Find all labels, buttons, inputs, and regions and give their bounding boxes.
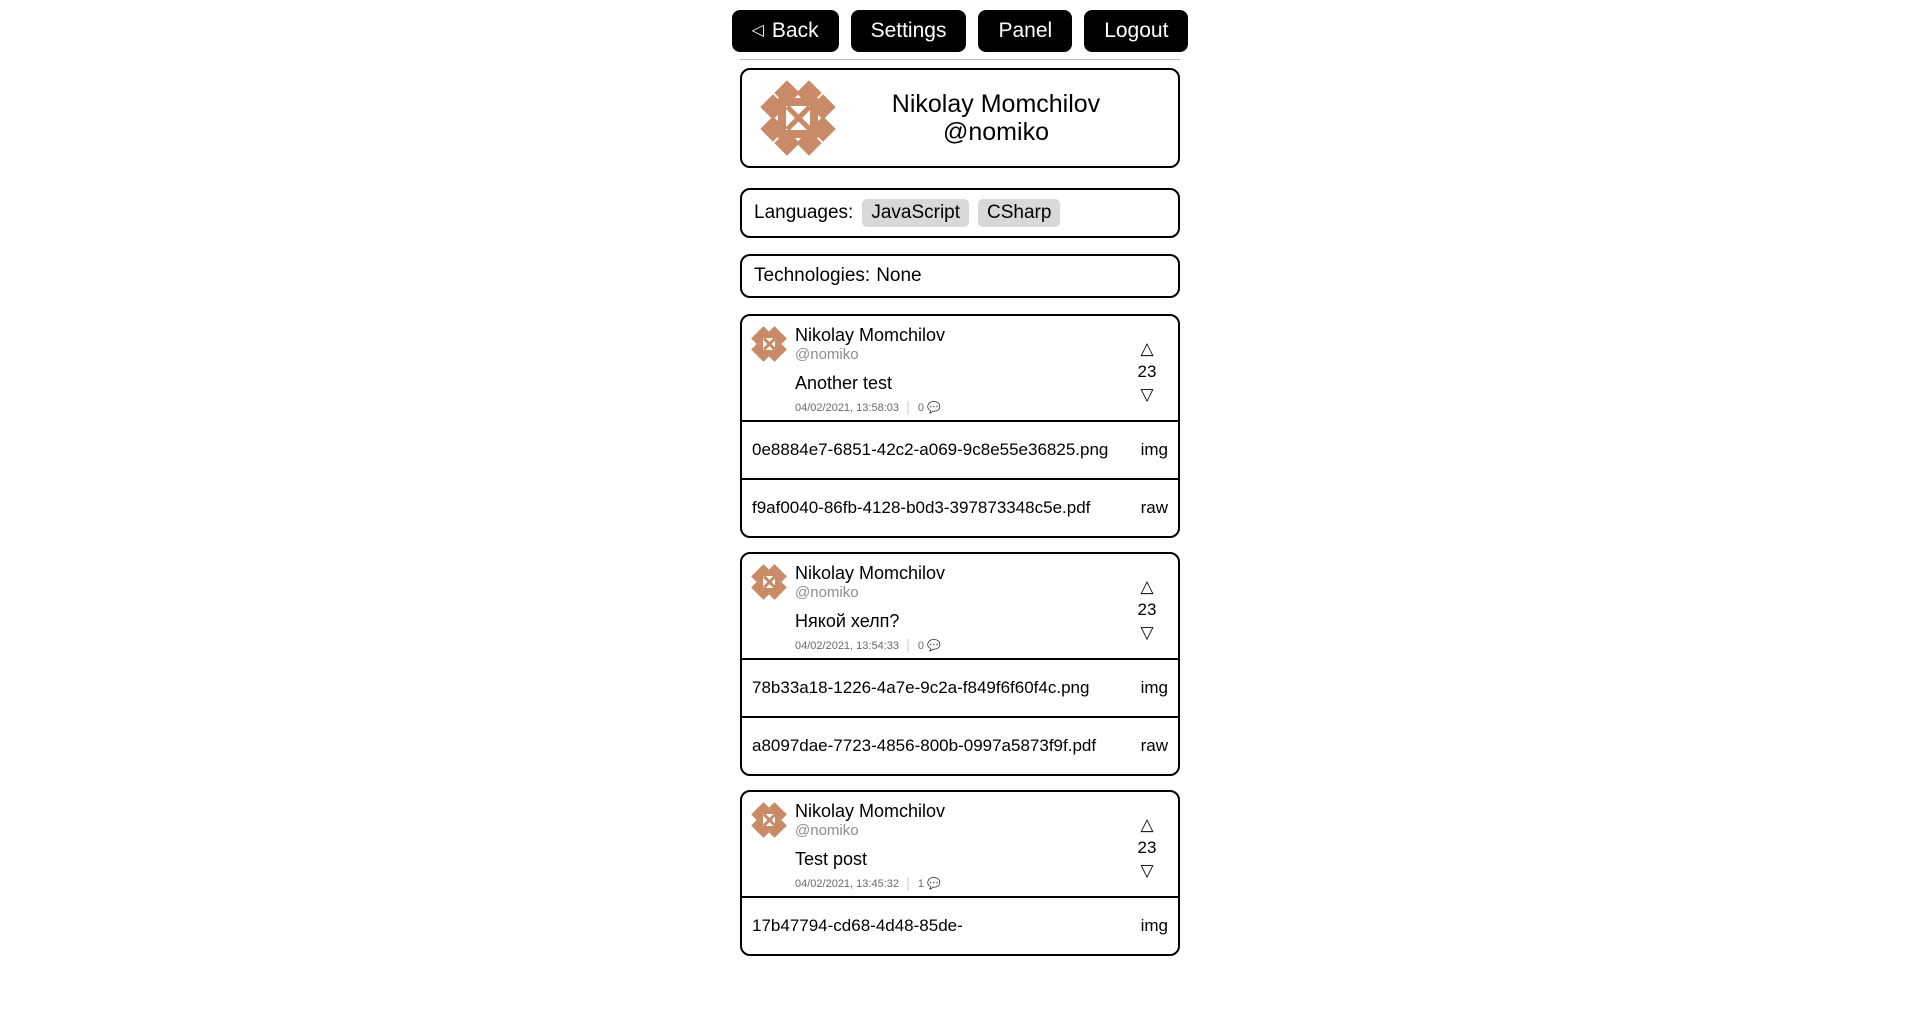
comment-count-group [918,639,941,652]
vote-score: 23 [1137,838,1157,858]
logout-button-label: Logout [1104,19,1169,42]
attachment-name: 0e8884e7-6851-42c2-a069-9c8e55e36825.png [752,440,1109,460]
logout-button[interactable] [1084,10,1188,52]
post-body [795,563,1126,652]
attachment-type: raw [1140,498,1168,518]
upvote-button[interactable]: △ [1140,815,1154,835]
vote-controls [1126,325,1168,414]
back-button-label: Back [771,19,819,42]
top-navigation [0,0,1920,52]
identicon-avatar [762,82,834,154]
post-comment-count: 0 [917,639,924,652]
avatar [752,803,786,837]
avatar [752,327,786,361]
attachment-name: 78b33a18-1226-4a7e-9c2a-f849f6f60f4c.png [752,678,1090,698]
content-column [740,59,1180,956]
post-card[interactable] [740,552,1180,776]
post-author: Nikolay Momchilov [795,801,946,822]
attachment-row[interactable] [742,658,1178,716]
comment-icon: 💬 [926,402,941,415]
post-timestamp: 04/02/2021, 13:45:32 [795,877,899,890]
attachment-name: f9af0040-86fb-4128-b0d3-397873348c5e.pdf [752,498,1091,518]
technologies-value: None [876,265,922,287]
divider [740,59,1180,60]
settings-button[interactable] [851,10,967,52]
profile-card [740,68,1180,168]
post-text: Another test [795,372,893,393]
comment-count-group [918,877,941,890]
post-timestamp: 04/02/2021, 13:58:03 [795,401,899,414]
identicon-avatar [752,565,786,599]
languages-label: Languages: [754,202,854,224]
attachment-type: raw [1140,736,1168,756]
comment-icon: 💬 [926,878,941,891]
post-handle: @nomiko [795,821,859,839]
attachment-row[interactable] [742,420,1178,478]
vote-controls [1126,563,1168,652]
post-feed [740,314,1180,956]
profile-name: Nikolay Momchilov [891,90,1101,119]
post-author: Nikolay Momchilov [795,563,946,584]
downvote-button[interactable]: ▽ [1140,861,1154,881]
technologies-card [740,254,1180,298]
identicon-avatar [752,803,786,837]
avatar [752,565,786,599]
post-comment-count: 1 [917,877,924,890]
vote-score: 23 [1137,600,1157,620]
post-header [742,316,1178,420]
post-card[interactable] [740,790,1180,956]
attachment-row[interactable] [742,478,1178,536]
post-header [742,554,1178,658]
post-timestamp: 04/02/2021, 13:54:33 [795,639,899,652]
post-meta [795,877,1126,890]
post-header [742,792,1178,896]
triangle-left-icon: ◁ [751,22,764,40]
post-meta [795,639,1126,652]
comment-icon: 💬 [926,640,941,653]
post-handle: @nomiko [795,345,859,363]
panel-button[interactable] [978,10,1072,52]
technologies-label: Technologies: [754,265,871,287]
meta-divider: │ [904,401,912,414]
upvote-button[interactable]: △ [1140,577,1154,597]
post-text: Някой хелп? [795,610,900,631]
comment-count-group [918,401,941,414]
attachment-name: a8097dae-7723-4856-800b-0997a5873f9f.pdf [752,736,1097,756]
post-body [795,801,1126,890]
profile-handle: @nomiko [943,118,1049,147]
downvote-button[interactable]: ▽ [1140,623,1154,643]
post-body [795,325,1126,414]
meta-divider: │ [904,639,912,652]
post-handle: @nomiko [795,583,859,601]
profile-names [828,90,1164,146]
settings-button-label: Settings [870,19,947,42]
vote-score: 23 [1137,362,1157,382]
languages-card [740,188,1180,238]
post-author: Nikolay Momchilov [795,325,946,346]
upvote-button[interactable]: △ [1140,339,1154,359]
post-card[interactable] [740,314,1180,538]
identicon-avatar [752,327,786,361]
back-button[interactable] [732,10,839,52]
attachment-type: img [1140,440,1168,460]
avatar [762,82,834,154]
attachment-name: 17b47794-cd68-4d48-85de- [752,916,963,936]
attachment-row[interactable] [742,896,1178,954]
language-tag: CSharp [978,199,1060,227]
vote-controls [1126,801,1168,890]
post-meta [795,401,1126,414]
post-comment-count: 0 [917,401,924,414]
panel-button-label: Panel [998,19,1053,42]
attachment-row[interactable] [742,716,1178,774]
meta-divider: │ [904,877,912,890]
post-text: Test post [795,848,868,869]
attachment-type: img [1140,916,1168,936]
downvote-button[interactable]: ▽ [1140,385,1154,405]
language-tag: JavaScript [862,199,969,227]
attachment-type: img [1140,678,1168,698]
